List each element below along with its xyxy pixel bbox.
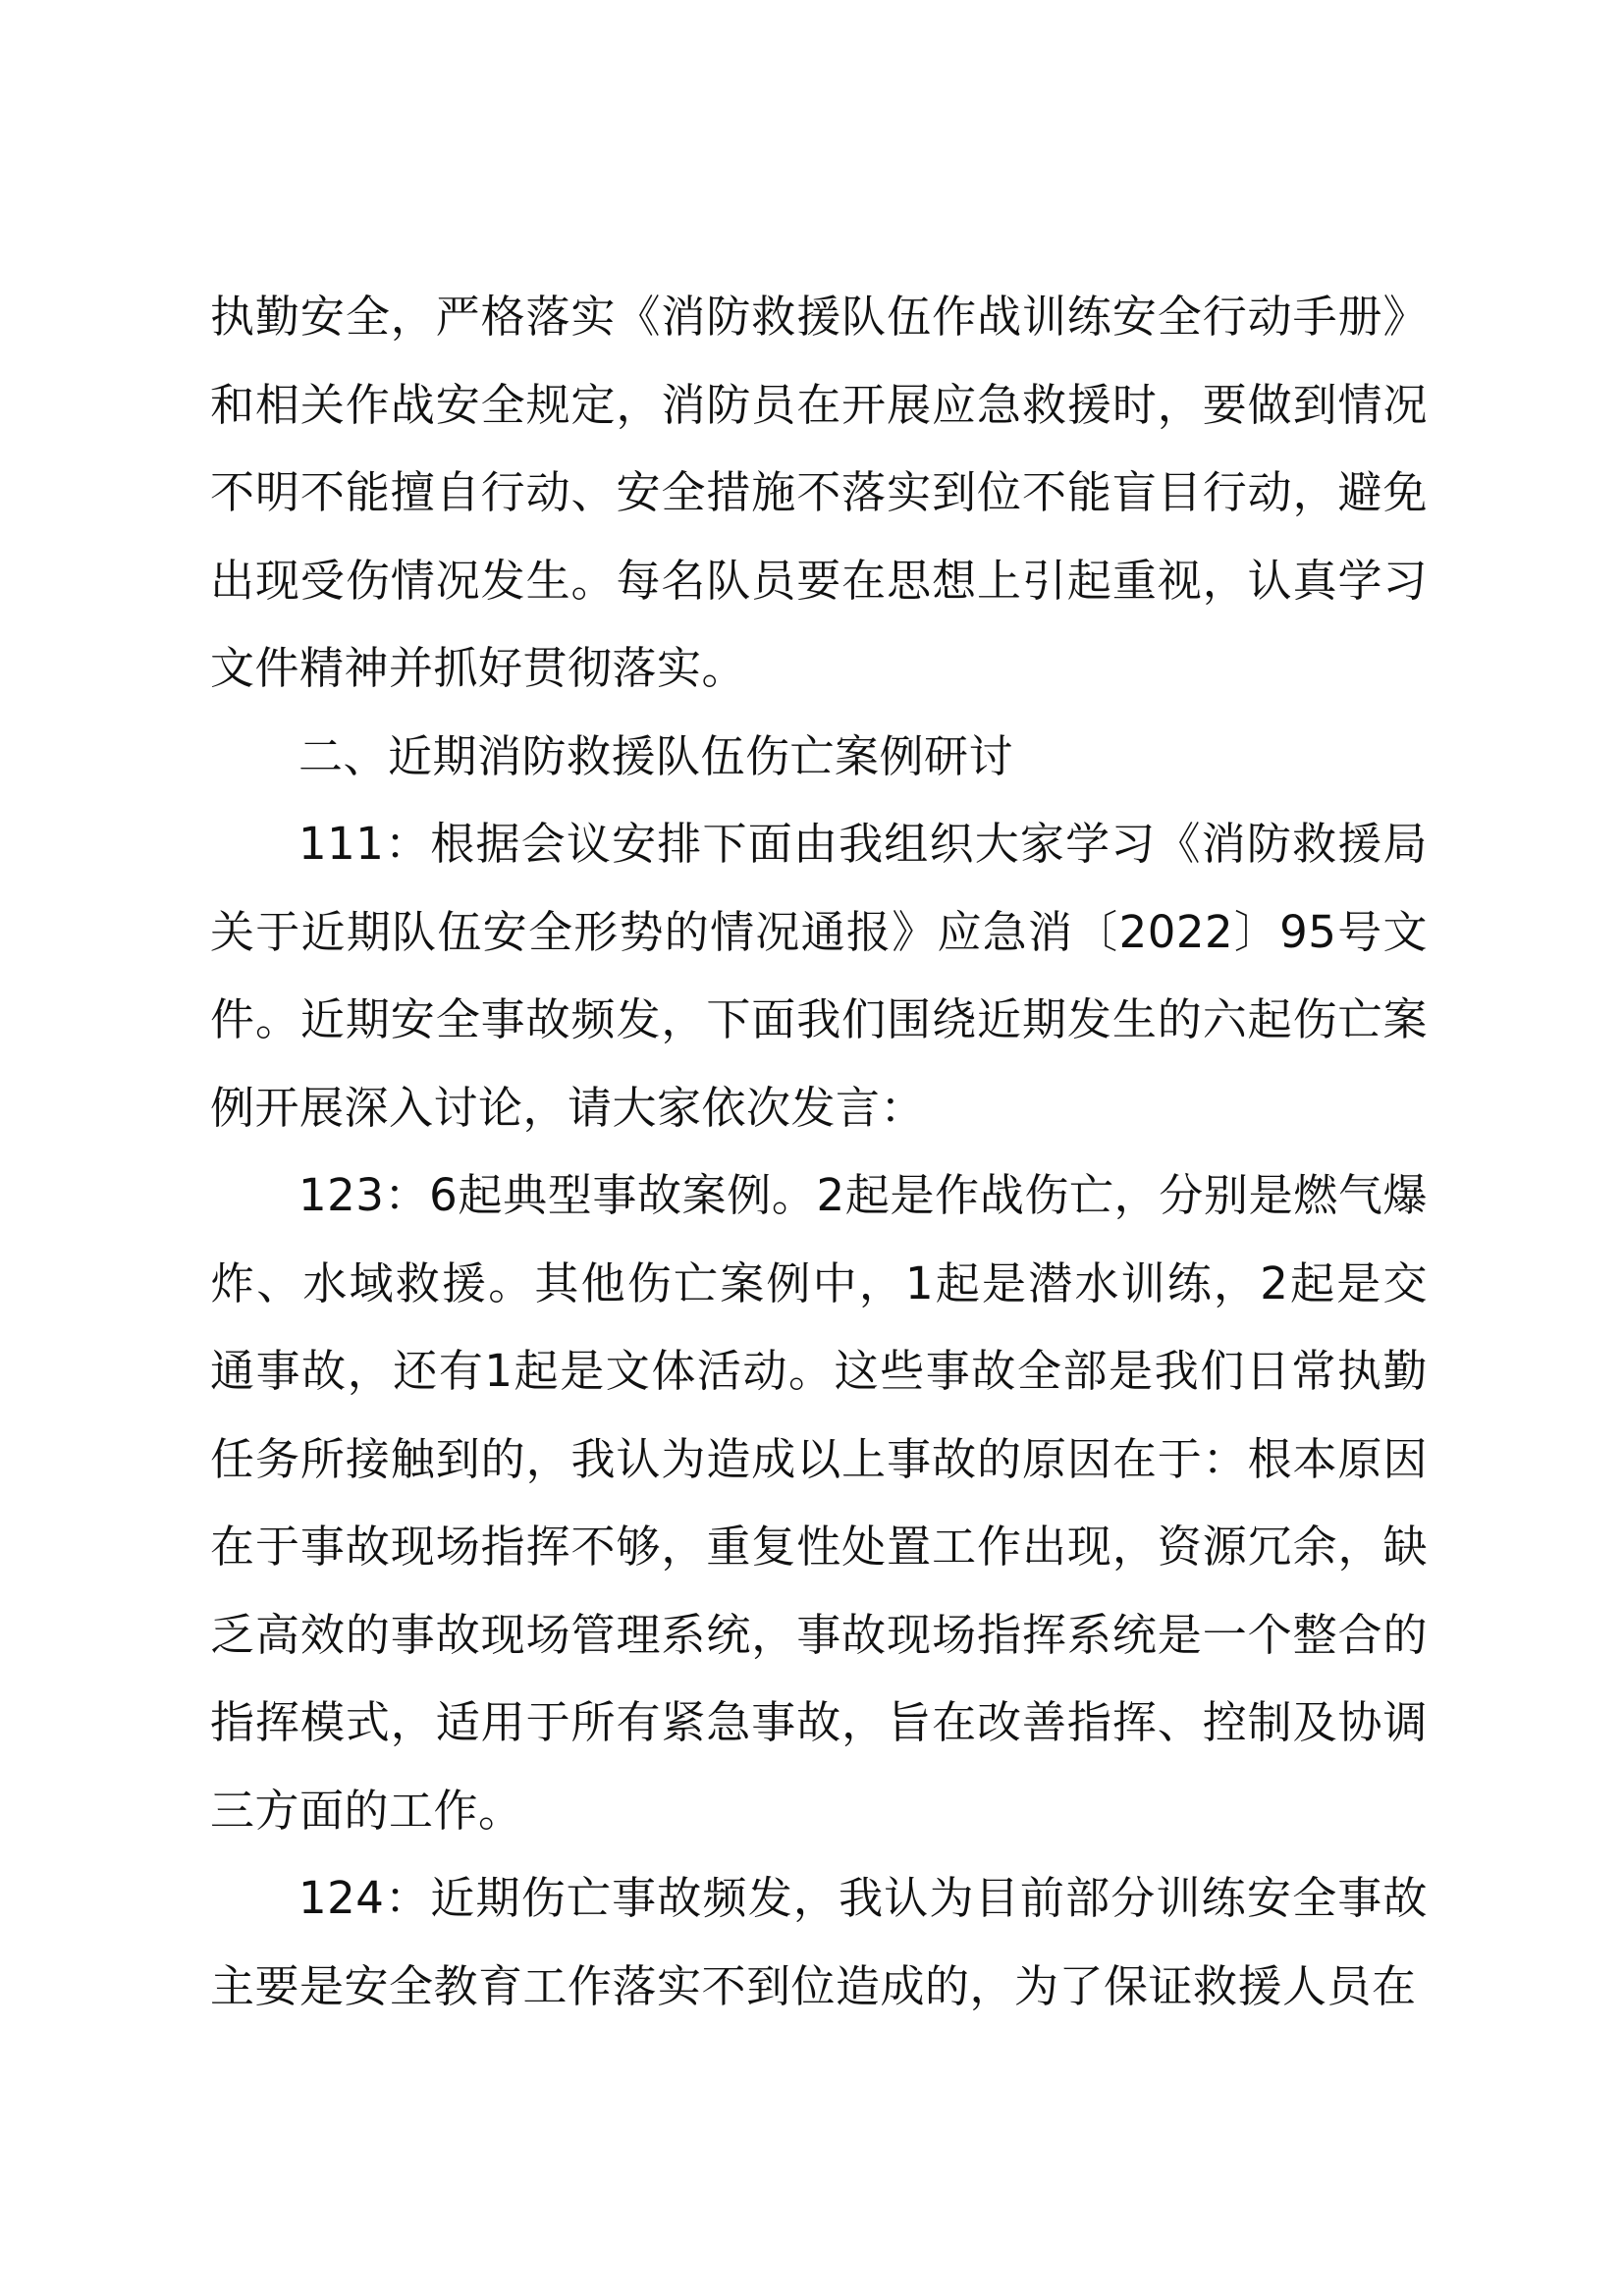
paragraph-speaker-111: 111：根据会议安排下面由我组织大家学习《消防救援局关于近期队伍安全形势的情况通报》应急消〔2022〕95号文件。近期安全事故频发，下面我们围绕近期发生的六起伤亡案例开展深入讨论，请大家依次发言： (210, 818, 1428, 1134)
document-body (210, 273, 1428, 2030)
section-heading: 二、近期消防救援队伍伤亡案例研讨 (298, 729, 1014, 782)
paragraph-speaker-123: 123：6起典型事故案例。2起是作战伤亡，分别是燃气爆炸、水域救援。其他伤亡案例中，1起是潜水训练，2起是交通事故，还有1起是文体活动。这些事故全部是我们日常执勤任务所接触到的，我认为造成以上事故的原因在于：根本原因在于事故现场指挥不够，重复性处置工作出现，资源冗余，缺乏高效的事故现场管理系统，事故现场指挥系统是一个整合的指挥模式，适用于所有紧急事故，旨在改善指挥、控制及协调三方面的工作。 (210, 1169, 1428, 1837)
paragraph-continuation: 执勤安全，严格落实《消防救援队伍作战训练安全行动手册》和相关作战安全规定，消防员在开展应急救援时，要做到情况不明不能擅自行动、安全措施不落实到位不能盲目行动，避免出现受伤情况发生。每名队员要在思想上引起重视，认真学习文件精神并抓好贯彻落实。 (210, 291, 1428, 694)
paragraph-speaker-124: 124：近期伤亡事故频发，我认为目前部分训练安全事故主要是安全教育工作落实不到位造成的，为了保证救援人员在 (210, 1872, 1428, 2012)
